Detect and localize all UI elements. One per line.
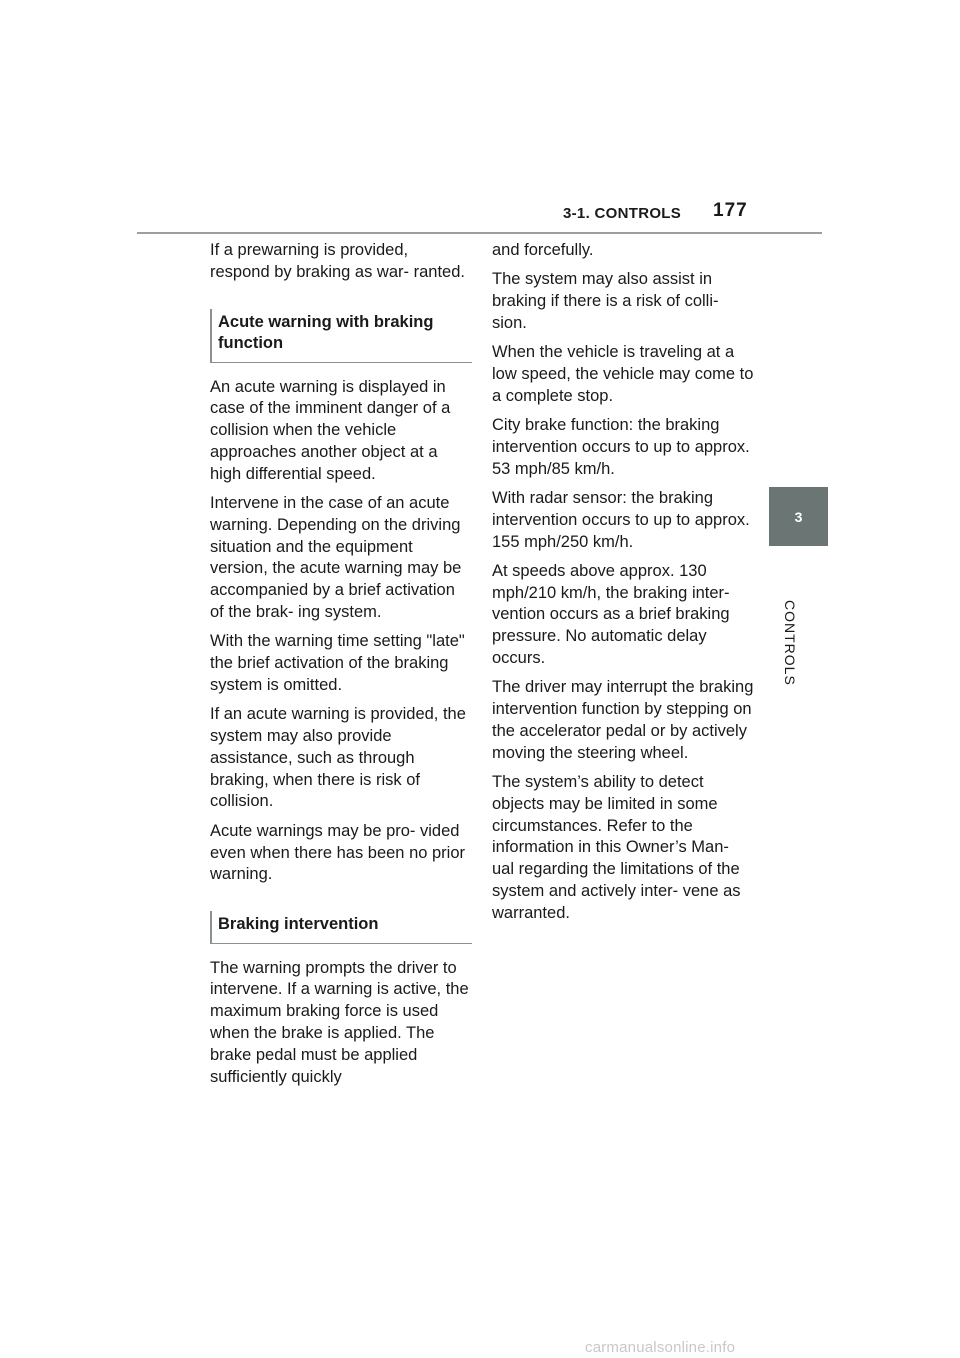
paragraph: City brake function: the braking intervention occurs to up to approx. 53 mph/85 km/h. (492, 416, 750, 478)
paragraph: With the warning time setting "late" the brief activation of the braking system is omitted. (210, 632, 465, 694)
chapter-number: 3 (794, 508, 803, 525)
paragraph: An acute warning is displayed in case of the imminent danger of a collision when the vehicle approaches another object at a high differential speed. (210, 377, 451, 483)
header-divider (137, 232, 822, 234)
heading-braking-intervention: Braking intervention (210, 911, 472, 944)
paragraph: With radar sensor: the braking intervention occurs to up to approx. 155 mph/250 km/h. (492, 488, 750, 551)
paragraph: Intervene in the case of an acute warning. Depending on the driving situation and the equipment version, the acute warning may be accompanied by a brief activation of the brak- ing system. (210, 494, 462, 622)
left-column (210, 240, 472, 1096)
paragraph-prewarning: If a prewarning is provided, respond by braking as war- ranted. (210, 241, 465, 281)
chapter-tab (769, 487, 828, 546)
right-column (492, 240, 754, 932)
paragraph: If an acute warning is provided, the system may also provide assistance, such as through braking, when there is risk of collision. (210, 705, 466, 811)
section-title: 3-1. CONTROLS (563, 205, 682, 222)
chapter-label: CONTROLS (782, 600, 798, 686)
watermark: carmanualsonline.info (585, 1339, 736, 1356)
paragraph: Acute warnings may be pro- vided even when there has been no prior warning. (210, 821, 466, 884)
page-number: 177 (713, 200, 748, 221)
paragraph: The warning prompts the driver to intervene. If a warning is active, the maximum braking force is used when the brake is applied. The brake pedal must be applied sufficiently quickly (210, 958, 469, 1086)
paragraph: and forcefully. (492, 241, 594, 259)
paragraph: The driver may interrupt the braking intervention function by stepping on the accelerator pedal or by actively moving the steering wheel. (492, 678, 754, 762)
heading-acute-warning: Acute warning with braking function (210, 309, 472, 363)
paragraph: At speeds above approx. 130 mph/210 km/h, the braking inter- vention occurs as a brief braking pressure. No automatic delay occurs. (492, 561, 730, 668)
paragraph: The system may also assist in braking if there is a risk of colli- sion. (492, 270, 719, 332)
paragraph: When the vehicle is traveling at a low speed, the vehicle may come to a complete stop. (492, 343, 754, 405)
paragraph: The system’s ability to detect objects may be limited in some circumstances. Refer to the information in this Owner’s Man- ual regarding the limitations of the system and actively inter- vene as warranted. (492, 773, 741, 922)
